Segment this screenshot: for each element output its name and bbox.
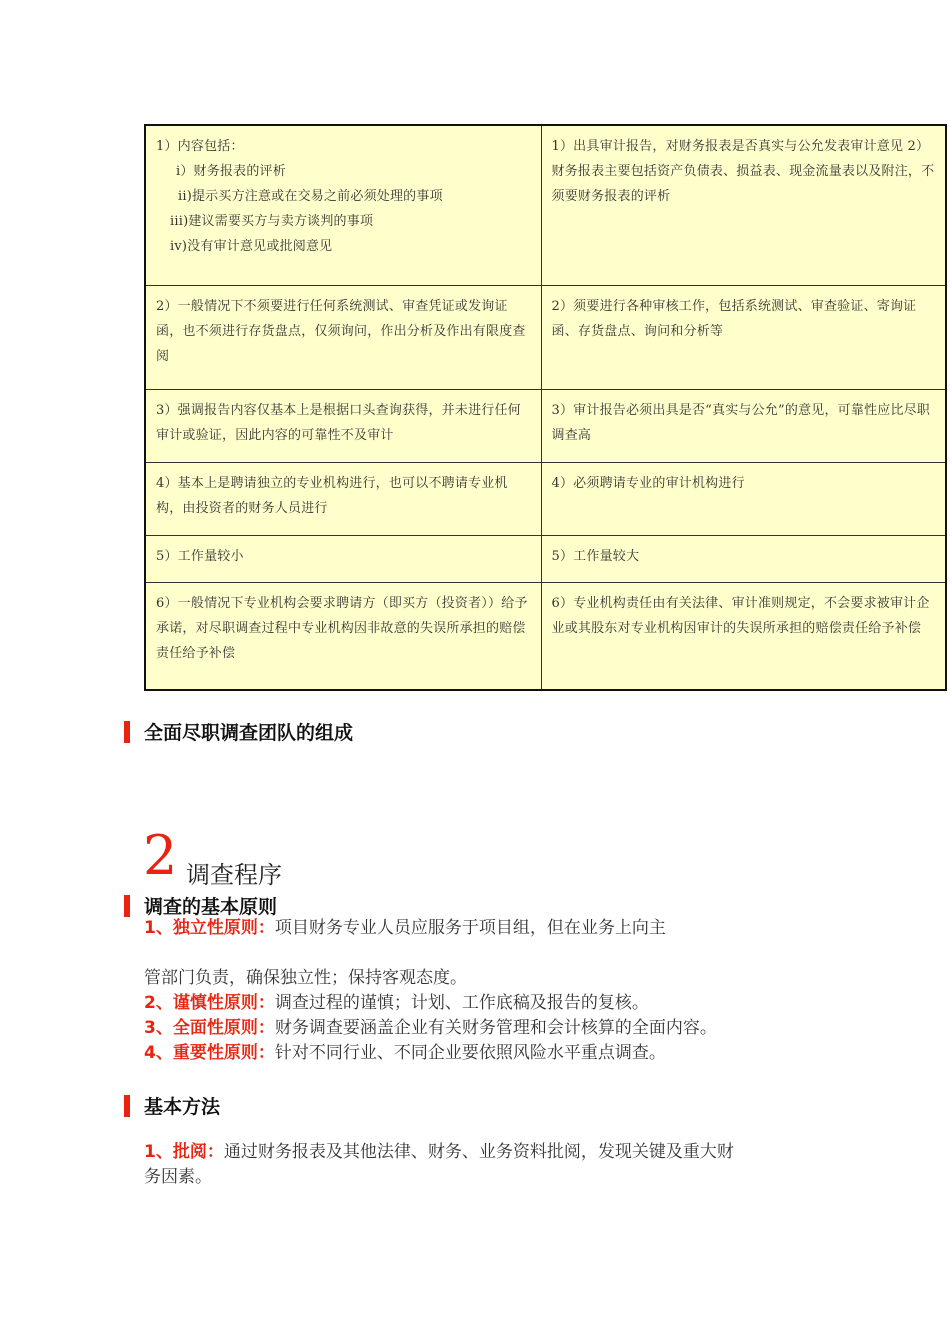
cell-line: iv)没有审计意见或批阅意见 (170, 239, 333, 254)
table-cell-left: 4）基本上是聘请独立的专业机构进行，也可以不聘请专业机构，由投资者的财务人员进行 (145, 462, 541, 535)
section-title: 调查程序 (186, 861, 282, 889)
heading-bar (124, 895, 130, 917)
principle-label: 1、独立性原则： (144, 918, 275, 938)
table-row (145, 582, 946, 690)
principle-text: 针对不同行业、不同企业要依照风险水平重点调查。 (274, 1043, 666, 1063)
table-cell-right: 3）审计报告必须出具是否“真实与公允”的意见，可靠性应比尽职调查高 (541, 389, 946, 462)
table-cell-left: 5）工作量较小 (145, 535, 541, 582)
table-cell-right: 6）专业机构责任由有关法律、审计准则规定，不会要求被审计企业或其股东对专业机构因审计的失误所承担的赔偿责任给予补偿 (541, 582, 946, 690)
table-cell-right: 2）须要进行各种审核工作，包括系统测试、审查验证、寄询证函、存货盘点、询问和分析等 (541, 285, 946, 389)
table-cell-left: 6）一般情况下专业机构会要求聘请方（即买方（投资者））给予承诺，对尽职调查过程中专业机构因非故意的失误所承担的赔偿责任给予补偿 (145, 582, 541, 690)
principle-item (144, 991, 649, 1016)
principle-label: 4、重要性原则： (144, 1043, 275, 1063)
cell-line: ii)提示买方注意或在交易之前必须处理的事项 (178, 189, 443, 204)
table-row (145, 285, 946, 389)
heading-methods-text: 基本方法 (144, 1096, 221, 1118)
principle-label: 2、谨慎性原则： (144, 993, 275, 1013)
principle-label: 3、全面性原则： (144, 1018, 275, 1038)
heading-bar (124, 721, 130, 743)
cell-line: 1）内容包括： (156, 139, 244, 154)
principle-text: 项目财务专业人员应服务于项目组，但在业务上向主 (274, 918, 666, 938)
principle-text: 财务调查要涵盖企业有关财务管理和会计核算的全面内容。 (274, 1018, 717, 1038)
table-row (145, 462, 946, 535)
method-item (144, 1140, 734, 1165)
comparison-table (144, 124, 947, 691)
table-row (145, 389, 946, 462)
principle-item (144, 1016, 717, 1041)
table-cell-left: 3）强调报告内容仅基本上是根据口头查询获得，并未进行任何审计或验证，因此内容的可靠性不及审计 (145, 389, 541, 462)
table-row (145, 535, 946, 582)
table-cell-left (145, 125, 541, 285)
heading-bar (124, 1095, 130, 1117)
heading-team (124, 718, 353, 745)
section-number: 2 (143, 824, 178, 887)
principle-item (144, 1041, 666, 1066)
heading-principles (124, 892, 277, 919)
table-cell-right: 1）出具审计报告，对财务报表是否真实与公允发表审计意见 2）财务报表主要包括资产负债表、损益表、现金流量表以及附注，不须要财务报表的评析 (541, 125, 946, 285)
table-cell-left: 2）一般情况下不须要进行任何系统测试、审查凭证或发询证函，也不须进行存货盘点，仅须询问，作出分析及作出有限度查阅 (145, 285, 541, 389)
heading-methods (124, 1092, 220, 1119)
cell-line: i）财务报表的评析 (176, 164, 286, 179)
method-continuation: 务因素。 (144, 1167, 212, 1187)
table-row (145, 125, 946, 285)
table-cell-right: 5）工作量较大 (541, 535, 946, 582)
principle-item (144, 916, 666, 941)
heading-principles-text: 调查的基本原则 (144, 896, 278, 918)
principle-text: 调查过程的谨慎；计划、工作底稿及报告的复核。 (274, 993, 649, 1013)
method-label: 1、批阅： (144, 1142, 224, 1162)
cell-line: iii)建议需要买方与卖方谈判的事项 (170, 214, 374, 229)
principle-continuation: 管部门负责，确保独立性；保持客观态度。 (144, 968, 467, 988)
method-text: 通过财务报表及其他法律、财务、业务资料批阅，发现关键及重大财 (223, 1142, 734, 1162)
heading-team-text: 全面尽职调查团队的组成 (144, 722, 354, 744)
table-cell-right: 4）必须聘请专业的审计机构进行 (541, 462, 946, 535)
